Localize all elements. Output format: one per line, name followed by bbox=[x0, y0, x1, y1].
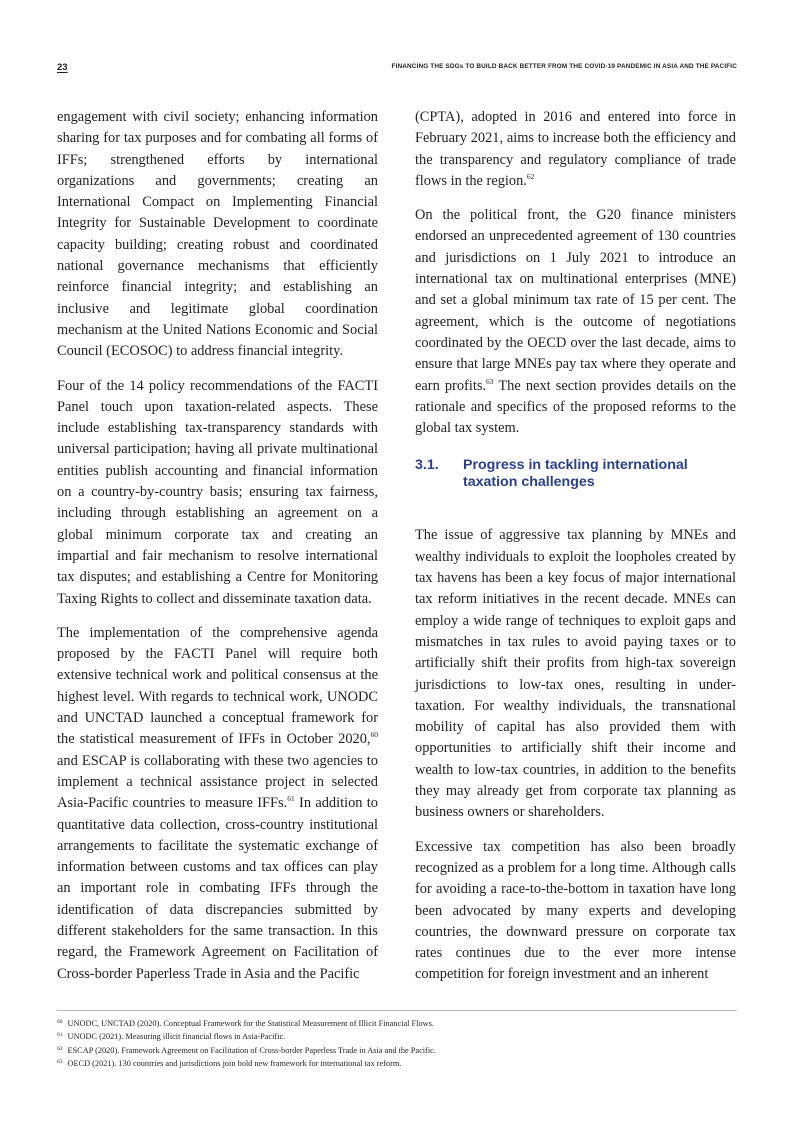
section-title: Progress in tackling international taxation challenges bbox=[463, 457, 688, 491]
paragraph bbox=[415, 107, 736, 192]
footnote-number: 60 bbox=[57, 1019, 63, 1025]
paragraph-text: Four of the 14 policy recommendations of the FACTI Panel touch upon taxation-related aspects. These include establishing tax-transparency standards with universal participation; having all private multinational entities publish accounting and financial information on a country-by-country basis; ensuring tax fairness, including through establishing an agreement on a global minimum corporate tax and creating an impartial and fair mechanism to resolve international tax disputes; and establishing a Centre for Monitoring Taxing Rights to collect and disseminate taxation data. bbox=[57, 377, 378, 607]
footnote-number: 62 bbox=[57, 1045, 63, 1052]
section-heading bbox=[415, 457, 736, 491]
paragraph-text: On the political front, the G20 finance ministers endorsed an unprecedented agreement of 130 countries and jurisdictions on 1 July 2021 to introduce an international tax on multinational enterprises (MNE) and set a global minimum tax rate of 15 per cent. The agreement, which is the outcome of negotiations coordinated by the OECD over the last decade, aims to ensure that large MNEs pay tax where they operate and earn profits. bbox=[415, 207, 736, 394]
paragraph-text: (CPTA), adopted in 2016 and entered into force in February 2021, aims to increase both the efficiency and the transparency and regulatory compliance of trade flows in the region. bbox=[415, 109, 736, 189]
footnote bbox=[57, 1030, 737, 1043]
paragraph bbox=[57, 623, 378, 985]
footnote-number: 61 bbox=[57, 1032, 63, 1039]
paragraph bbox=[415, 525, 736, 823]
footnotes bbox=[57, 1017, 737, 1070]
paragraph bbox=[57, 376, 378, 610]
footnote-ref[interactable]: 61 bbox=[287, 794, 295, 804]
paragraph-text: The implementation of the comprehensive agenda proposed by the FACTI Panel will require both extensive technical work and political consensus at the highest level. With regards to technical work, UNODC and UNCTAD launched a conceptual framework for the statistical measurement of IFFs in October 2020, bbox=[57, 624, 378, 748]
paragraph-text: Excessive tax competition has also been broadly recognized as a problem for a long time. Although calls for avoiding a race-to-the-bottom in taxation have long been advocated by many experts and developing countries, the downward pressure on corporate tax rates continues due to the ever more intense competition for foreign investment and an inherent bbox=[415, 838, 736, 983]
footnote-text: ESCAP (2020). Framework Agreement on Facilitation of Cross-border Paperless Trade in Asia and the Pacific. bbox=[67, 1045, 436, 1055]
footnote-number: 63 bbox=[57, 1058, 63, 1065]
paragraph-text: and ESCAP is collaborating with these two agencies to implement a technical assistance project in selected Asia-Pacific countries to measure IFFs. bbox=[57, 752, 378, 812]
footnote-ref[interactable]: 62 bbox=[526, 171, 535, 181]
footnote-text: OECD (2021). 130 countries and jurisdictions join bold new framework for international tax reform. bbox=[67, 1058, 402, 1068]
paragraph-text: In addition to quantitative data collection, cross-country institutional arrangements to facilitate the systematic exchange of information between customs and tax offices can play an important role in combating IFFs through the identification of data discrepancies submitted by different stakeholders for the same transaction. In this regard, the Framework Agreement on Facilitation of Cross-border Paperless Trade in Asia and the Pacific bbox=[57, 795, 378, 982]
left-column bbox=[57, 107, 378, 998]
paragraph bbox=[415, 837, 736, 986]
footnote-divider bbox=[57, 1010, 737, 1011]
paragraph-text: engagement with civil society; enhancing information sharing for tax purposes and for combating all forms of IFFs; strengthened efforts by international organizations and governments; creating an International Compact on Implementing Financial Integrity for Sustainable Development to coordinate capacity building; creating robust and coordinated national governance mechanisms that efficiently reinforce financial integrity; and establishing an inclusive and legitimate global coordination mechanism at the United Nations Economic and Social Council (ECOSOC) to address financial integrity. bbox=[57, 109, 378, 360]
footnote-text: UNODC (2021). Measuring illicit financial flows in Asia-Pacific. bbox=[67, 1032, 286, 1042]
running-title: FINANCING THE SDGs TO BUILD BACK BETTER FROM THE COVID-19 PANDEMIC IN ASIA AND THE PACIFIC bbox=[391, 63, 737, 70]
paragraph bbox=[57, 107, 378, 363]
section-number: 3.1. bbox=[415, 457, 439, 474]
paragraph-text: The issue of aggressive tax planning by MNEs and wealthy individuals to exploit the loopholes created by tax havens has been a key focus of major international tax reform initiatives in the recent decade. MNEs can employ a wide range of techniques to exploit gaps and mismatches in tax rules to avoid paying taxes or to artificially shift their profits from high-tax sovereign jurisdictions to low-tax ones, resulting in under-taxation. For wealthy individuals, the transnational mobility of capital has also provided them with opportunities to artificially shift their income and wealth to low-tax countries, in addition to the benefits they may already get from corporate tax planning as business owners or shareholders. bbox=[415, 527, 736, 821]
footnote-ref[interactable]: 63 bbox=[486, 376, 494, 386]
footnote bbox=[57, 1057, 737, 1070]
page-header bbox=[57, 62, 737, 76]
paragraph-text: The next section provides details on the rationale and specifics of the proposed reforms to the global tax system. bbox=[415, 377, 737, 437]
footnote-text: UNODC, UNCTAD (2020). Conceptual Framework for the Statistical Measurement of Illicit Financial Flows. bbox=[67, 1019, 434, 1028]
right-column bbox=[415, 107, 736, 999]
footnote-ref[interactable]: 60 bbox=[370, 730, 378, 740]
page-number: 23 bbox=[57, 62, 68, 73]
paragraph bbox=[415, 205, 736, 439]
footnote bbox=[57, 1017, 737, 1030]
footnote bbox=[57, 1044, 737, 1057]
